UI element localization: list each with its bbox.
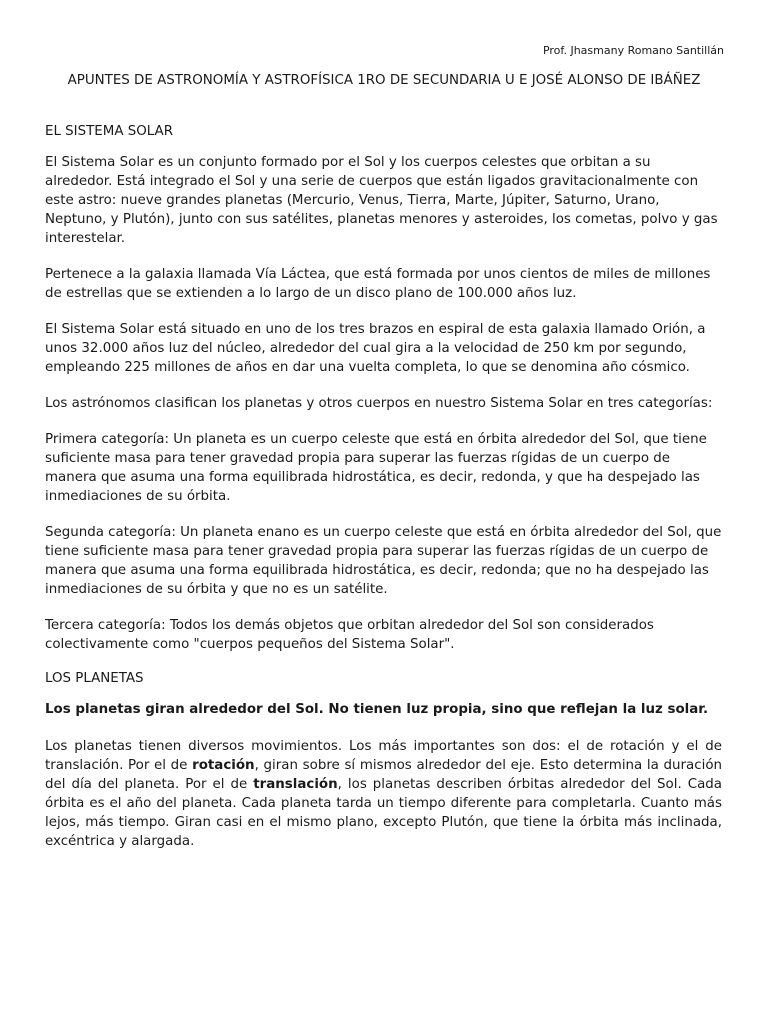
- paragraph-via-lactea: Pertenece a la galaxia llamada Vía Láctea, que está formada por unos cientos de miles de millones de estrellas que se extienden a lo largo de un disco plano de 100.000 años luz.: [45, 267, 711, 301]
- movimientos-text-2: , giran sobre sí mismos alrededor del eje. Esto determina la duración del día del planeta. Por el de: [45, 758, 722, 792]
- paragraph-intro: El Sistema Solar es un conjunto formado por el Sol y los cuerpos celestes que orbitan a su alrededor. Está integrado el Sol y una serie de cuerpos que están ligados gravitacionalmente con este astro: nueve grandes planetas (Mercurio, Venus, Tierra, Marte, Júpiter, Saturno, Urano, Neptuno, y Plutón), junto con sus satélites, planetas menores y asteroides, los cometas, polvo y gas interestelar.: [45, 155, 718, 246]
- paragraph-movimientos: [45, 737, 722, 851]
- paragraph-categorias: Los astrónomos clasifican los planetas y otros cuerpos en nuestro Sistema Solar en tres categorías:: [45, 396, 713, 411]
- term-rotacion: rotación: [192, 758, 255, 773]
- paragraph-orion: El Sistema Solar está situado en uno de los tres brazos en espiral de esta galaxia llamado Orión, a unos 32.000 años luz del núcleo, alrededor del cual gira a la velocidad de 250 km por segundo, empleando 225 millones de años en dar una vuelta completa, lo que se denomina año cósmico.: [45, 322, 706, 375]
- paragraph-planetas-lead: Los planetas giran alrededor del Sol. No tienen luz propia, sino que reflejan la luz solar.: [45, 702, 709, 717]
- term-translacion: translación: [253, 777, 338, 792]
- paragraph-tercera-categoria: Tercera categoría: Todos los demás objetos que orbitan alrededor del Sol son considerados colectivamente como "cuerpos pequeños del Sistema Solar".: [45, 618, 654, 652]
- document-title: APUNTES DE ASTRONOMÍA Y ASTROFÍSICA 1RO DE SECUNDARIA U E JOSÉ ALONSO DE IBÁÑEZ: [67, 73, 701, 88]
- section-heading-sistema-solar: EL SISTEMA SOLAR: [45, 124, 174, 139]
- document-body: [45, 123, 722, 868]
- movimientos-text-3: , los planetas describen órbitas alrededor del Sol. Cada órbita es el año del planeta. Cada planeta tarda un tiempo diferente para completarla. Cuanto más lejos, más tiempo. Giran casi en el mismo plano, excepto Plutón, que tiene la órbita más inclinada, excéntrica y alargada.: [45, 777, 722, 849]
- paragraph-segunda-categoria: Segunda categoría: Un planeta enano es un cuerpo celeste que está en órbita alrededor del Sol, que tiene suficiente masa para tener gravedad propia para superar las fuerzas rígidas de un cuerpo de manera que asuma una forma equilibrada hidrostática, es decir, redonda; que no ha despejado las inmediaciones de su órbita y que no es un satélite.: [45, 525, 722, 597]
- paragraph-primera-categoria: Primera categoría: Un planeta es un cuerpo celeste que está en órbita alrededor del Sol, que tiene suficiente masa para tener gravedad propia para superar las fuerzas rígidas de un cuerpo de manera que asuma una forma equilibrada hidrostática, es decir, redonda, y que ha despejado las inmediaciones de su órbita.: [45, 432, 707, 504]
- movimientos-text-1: Los planetas tienen diversos movimientos. Los más importantes son dos: el de rotación y el de translación. Por el de: [45, 739, 722, 773]
- author-line: Prof. Jhasmany Romano Santillán: [542, 44, 724, 57]
- section-heading-los-planetas: LOS PLANETAS: [45, 671, 144, 686]
